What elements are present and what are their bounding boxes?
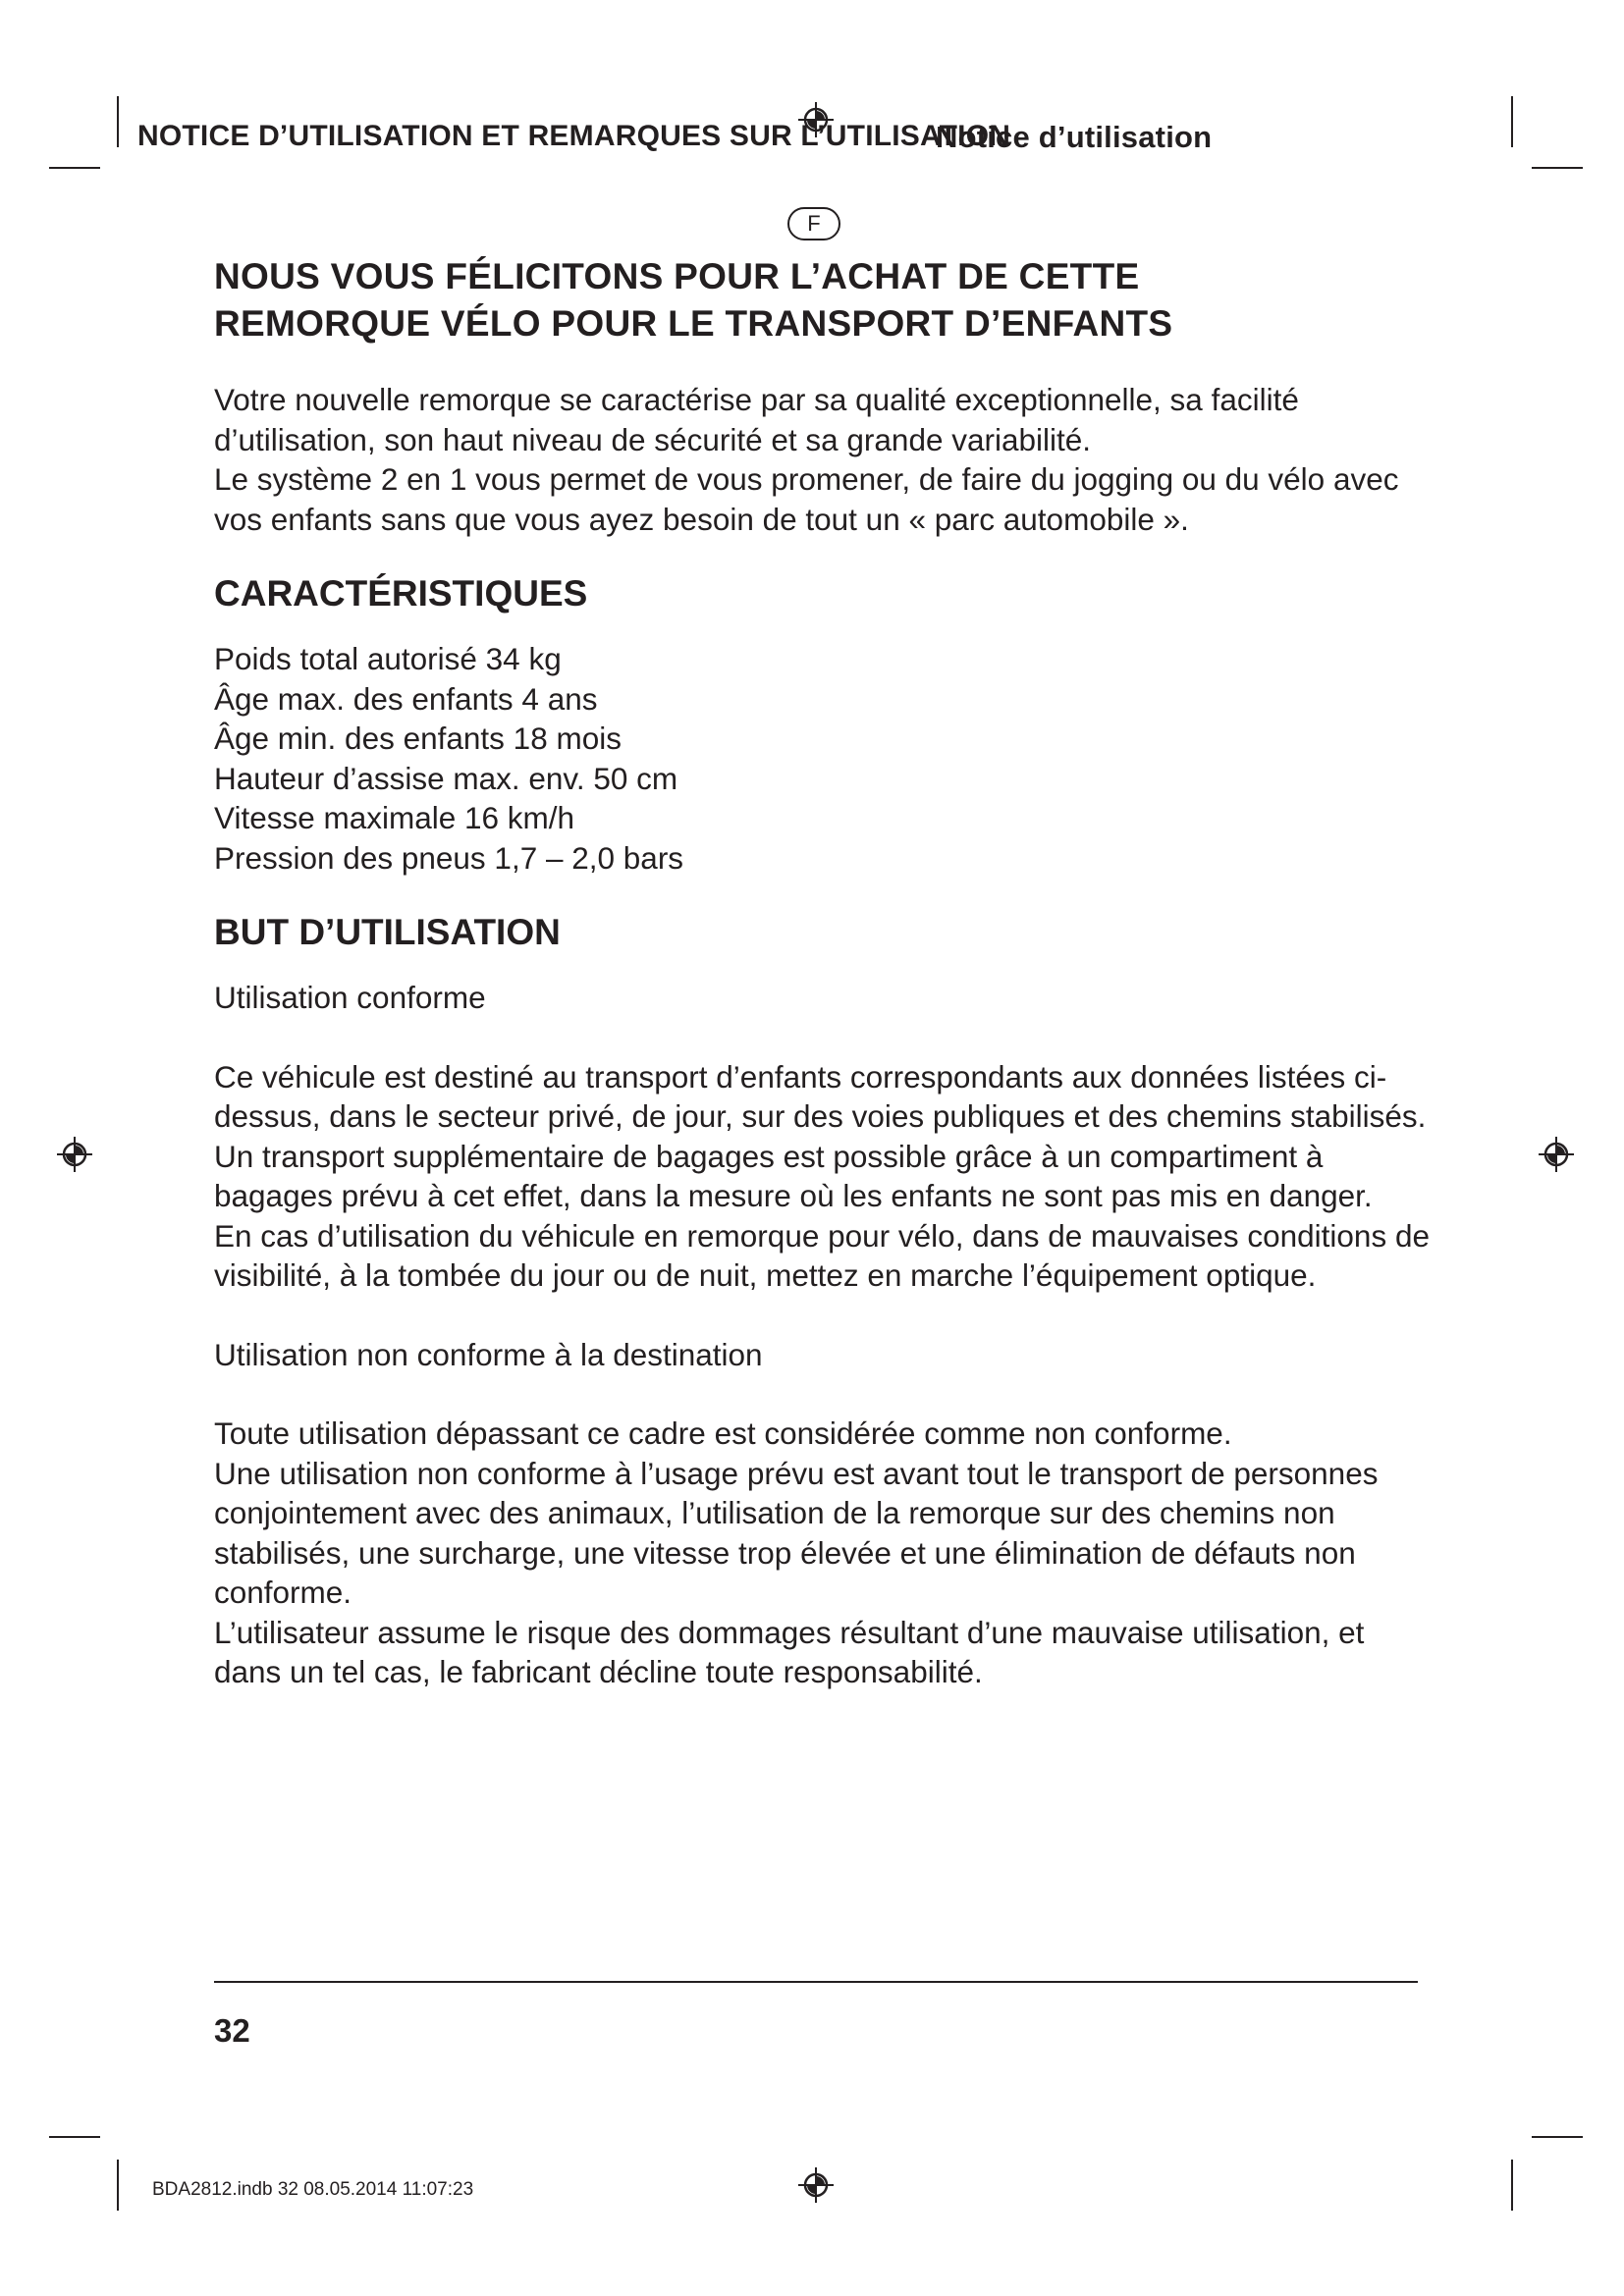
- spec-item: Âge min. des enfants 18 mois: [214, 721, 622, 756]
- page-number: 32: [214, 2012, 250, 2049]
- crop-mark-bottom-left-horizontal: [49, 2136, 100, 2138]
- usage-paragraph: Toute utilisation dépassant ce cadre est considérée comme non conforme.: [214, 1415, 1232, 1451]
- spec-item: Pression des pneus 1,7 – 2,0 bars: [214, 839, 684, 876]
- intro-paragraph: Votre nouvelle remorque se caractérise par sa qualité exceptionnelle, sa facilité d’utilisation, son haut niveau de sécurité et sa grande variabilité.: [214, 382, 1299, 457]
- intro-title: [214, 253, 1432, 347]
- main-content: [214, 253, 1432, 1692]
- usage-paragraph: Ce véhicule est destiné au transport d’enfants correspondants aux données listées ci-dessus, dans le secteur privé, de jour, sur des voies publiques et des chemins stabilisés.: [214, 1058, 1427, 1134]
- crop-mark-top-right-horizontal: [1532, 167, 1583, 169]
- usage-paragraph: Un transport supplémentaire de bagages est possible grâce à un compartiment à bagages prévu à cet effet, dans la mesure où les enfants ne sont pas mis en danger.: [214, 1138, 1373, 1213]
- spec-item: Poids total autorisé 34 kg: [214, 641, 562, 676]
- footer-divider: [214, 1981, 1418, 1983]
- characteristics-title: CARACTÉRISTIQUES: [214, 573, 588, 614]
- running-header-title: NOTICE D’UTILISATION ET REMARQUES SUR L’UTILISATION: [137, 120, 1011, 152]
- usage-title: BUT D’UTILISATION: [214, 912, 561, 952]
- conform-subtitle: Utilisation conforme: [214, 980, 486, 1015]
- language-badge: F: [787, 207, 840, 240]
- usage-paragraph: En cas d’utilisation du véhicule en remorque pour vélo, dans de mauvaises conditions de visibilité, à la tombée du jour ou de nuit, mettez en marche l’équipement optique.: [214, 1217, 1430, 1293]
- spec-item: Vitesse maximale 16 km/h: [214, 800, 575, 835]
- spec-item: Hauteur d’assise max. env. 50 cm: [214, 760, 678, 796]
- crop-mark-bottom-left-vertical: [117, 2160, 119, 2211]
- crop-mark-top-left-vertical: [117, 96, 119, 147]
- registration-mark-icon: [798, 2167, 834, 2203]
- crop-mark-top-right-vertical: [1511, 96, 1513, 147]
- intro-title-line1: NOUS VOUS FÉLICITONS POUR L’ACHAT DE CETTE: [214, 256, 1140, 296]
- nonconform-subtitle: Utilisation non conforme à la destination: [214, 1336, 763, 1372]
- crop-mark-bottom-right-vertical: [1511, 2160, 1513, 2211]
- running-header-section: Notice d’utilisation: [936, 120, 1213, 154]
- spec-item: Âge max. des enfants 4 ans: [214, 680, 598, 717]
- intro-paragraph: Le système 2 en 1 vous permet de vous promener, de faire du jogging ou du vélo avec vos enfants sans que vous ayez besoin de tout un « parc automobile ».: [214, 461, 1399, 537]
- usage-paragraph: L’utilisateur assume le risque des dommages résultant d’une mauvaise utilisation, et dans un tel cas, le fabricant décline toute responsabilité.: [214, 1614, 1365, 1689]
- registration-mark-icon: [57, 1137, 92, 1172]
- characteristics-list: [214, 639, 1432, 878]
- intro-title-line2: REMORQUE VÉLO POUR LE TRANSPORT D’ENFANTS: [214, 303, 1173, 344]
- usage-paragraph: Une utilisation non conforme à l’usage prévu est avant tout le transport de personnes conjointement avec des animaux, l’utilisation de la remorque sur des chemins non stabilisés, une surcharge, une vitesse trop élevée et une élimination de défauts non conforme.: [214, 1455, 1379, 1610]
- crop-mark-bottom-right-horizontal: [1532, 2136, 1583, 2138]
- crop-mark-top-left-horizontal: [49, 167, 100, 169]
- print-slug: BDA2812.indb 32 08.05.2014 11:07:23: [152, 2179, 474, 2200]
- registration-mark-icon: [1539, 1137, 1574, 1172]
